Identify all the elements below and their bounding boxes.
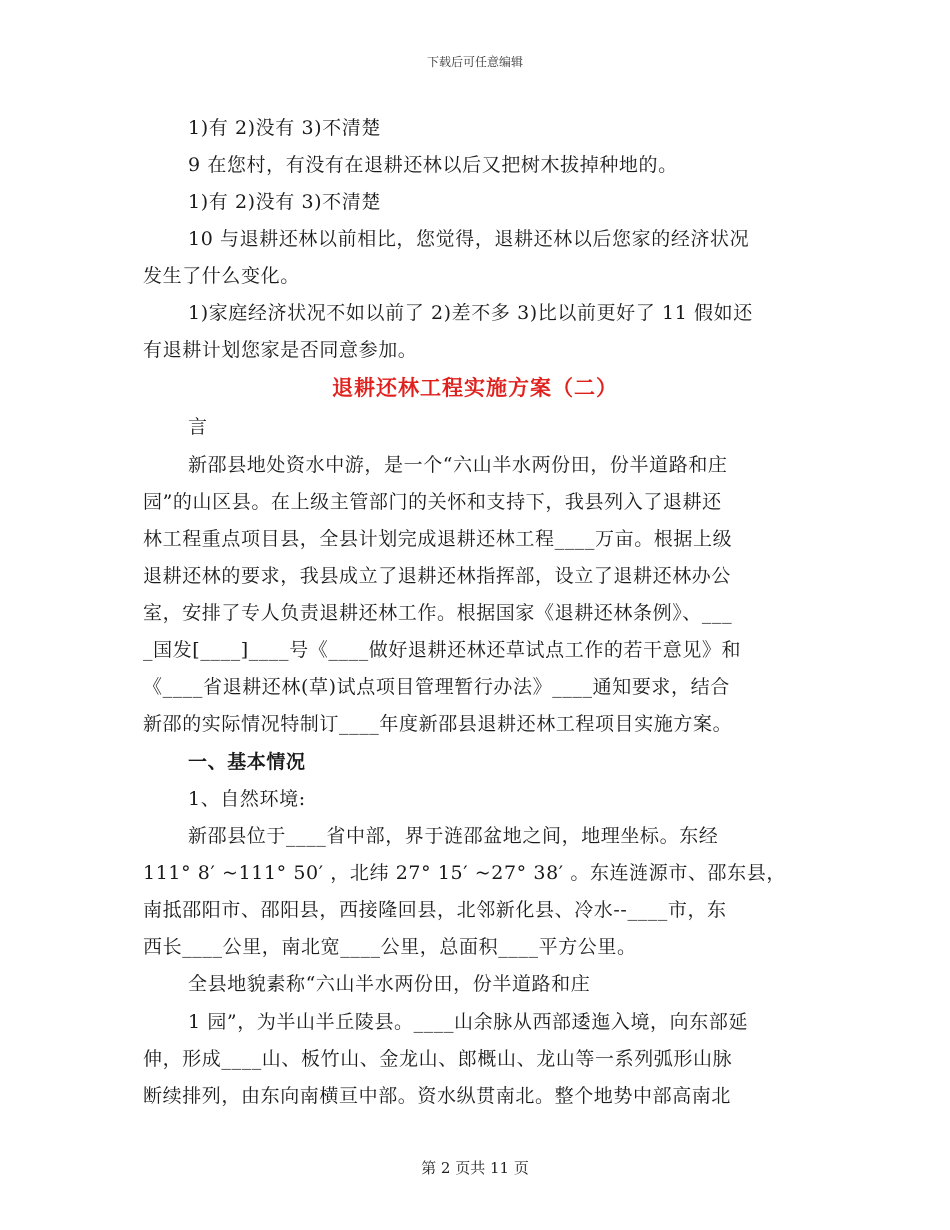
paragraph-line: 伸，形成____山、板竹山、金龙山、郎概山、龙山等一系列弧形山脉: [143, 1048, 733, 1070]
subheading-natural-environment: 1、自然环境:: [188, 788, 306, 810]
paragraph-line: 新邵的实际情况特制订____年度新邵县退耕还林工程项目实施方案。: [143, 713, 733, 735]
paragraph-line: 园”的山区县。在上级主管部门的关怀和支持下，我县列入了退耕还: [143, 491, 722, 513]
heading-basic-situation: 一、基本情况: [188, 751, 306, 773]
answer-options-line: 1)有 2)没有 3)不清楚: [188, 117, 381, 139]
section-title: 退耕还林工程实施方案（二）: [332, 375, 618, 400]
paragraph-line: 《____省退耕还林(草)试点项目管理暂行办法》____通知要求，结合: [143, 676, 730, 698]
page-footer: 第 2 页共 11 页: [421, 1159, 529, 1177]
paragraph-line: 断续排列，由东向南横亘中部。资水纵贯南北。整个地势中部高南北: [143, 1085, 732, 1107]
paragraph-line: 西长____公里，南北宽____公里，总面积____平方公里。: [143, 936, 637, 958]
paragraph-line: 南抵邵阳市、邵阳县，西接隆回县，北邻新化县、冷水--____市，东: [143, 899, 727, 921]
paragraph-line: 退耕还林的要求，我县成立了退耕还林指挥部，设立了退耕还林办公: [143, 565, 732, 587]
paragraph-line: 新邵县位于____省中部，界于涟邵盆地之间，地理坐标。东经: [188, 825, 719, 847]
paragraph-line: 林工程重点项目县，全县计划完成退耕还林工程____万亩。根据上级: [143, 528, 733, 550]
answer-options-line: 1)有 2)没有 3)不清楚: [188, 191, 381, 213]
paragraph-line: 新邵县地处资水中游，是一个“六山半水两份田，份半道路和庄: [188, 454, 728, 476]
question-10-continuation: 发生了什么变化。: [143, 265, 300, 287]
paragraph-line: 全县地貌素称“六山半水两份田，份半道路和庄: [188, 973, 591, 995]
paragraph-line: 111° 8′ ~111° 50′ ，北纬 27° 15′ ~27° 38′ 。东连涟源市、邵东县，: [143, 862, 786, 884]
paragraph-line: 1 园”，为半山半丘陵县。____山余脉从西部逶迤入境，向东部延: [188, 1011, 749, 1033]
question-11-continuation: 有退耕计划您家是否同意参加。: [143, 339, 418, 361]
paragraph-line: 室，安排了专人负责退耕还林工作。根据国家《退耕还林条例》、___: [143, 602, 733, 624]
page-header: 下载后可任意编辑: [426, 55, 523, 69]
answer-options-line: 1)家庭经济状况不如以前了 2)差不多 3)比以前更好了 11 假如还: [188, 302, 753, 324]
question-9-line: 9 在您村，有没有在退耕还林以后又把树木拔掉种地的。: [188, 154, 678, 176]
preface-label: 言: [188, 416, 208, 438]
question-10-line: 10 与退耕还林以前相比，您觉得，退耕还林以后您家的经济状况: [188, 228, 750, 250]
paragraph-line: _国发[____]____号《____做好退耕还林还草试点工作的若干意见》和: [143, 639, 742, 661]
